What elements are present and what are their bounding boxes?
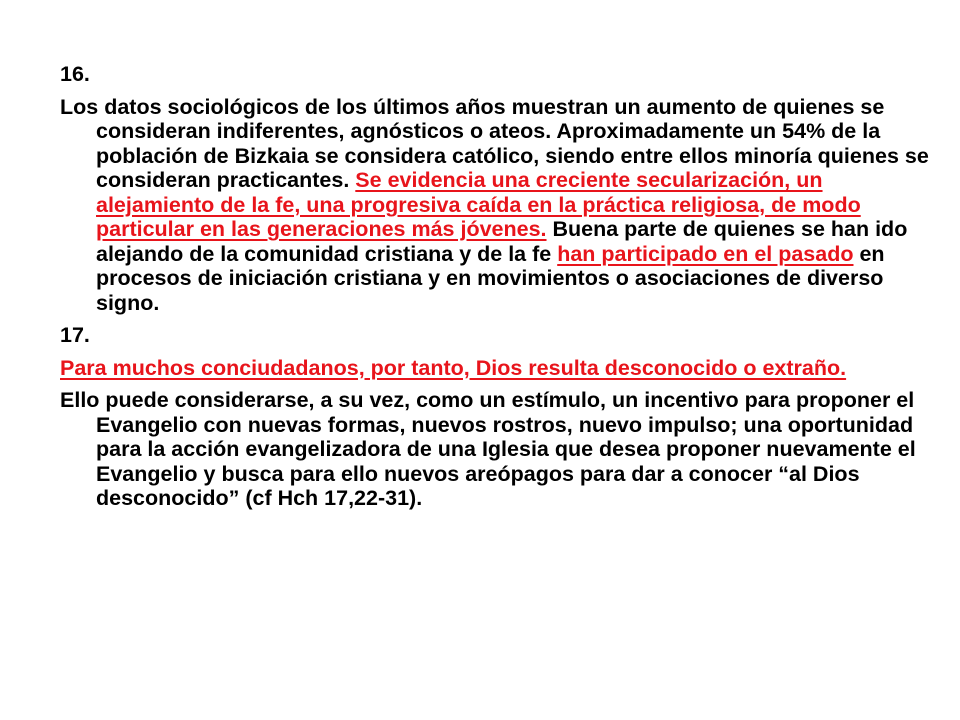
paragraph-16 <box>60 95 938 316</box>
highlight-god-unknown: Para muchos conciudadanos, por tanto, Dios resulta desconocido o extraño. <box>60 355 847 380</box>
highlight-past-participation: han participado en el pasado <box>557 241 854 266</box>
highlight-secularization: Se evidencia una creciente secularización, un alejamiento de la fe, una progresiva caída en la práctica religiosa, de modo particular en las generaciones más jóvenes. <box>96 168 861 241</box>
paragraph-17: Ello puede considerarse, a su vez, como un estímulo, un incentivo para proponer el Evangelio con nuevas formas, nuevos rostros, nuevo impulso; una oportunidad para la acción evangelizadora de una Iglesia que desea proponer nuevamente el Evangelio y busca para ello nuevos areópagos para dar a conocer “al Dios desconocido” (cf Hch 17,22-31). <box>60 388 916 510</box>
paragraph-16-text-3: en procesos de iniciación cristiana y en movimientos o asociaciones de diverso signo. <box>96 241 885 315</box>
section-number-16: 16. <box>60 62 90 86</box>
section-number-17: 17. <box>60 323 90 347</box>
slide-content <box>60 62 938 519</box>
paragraph-17-highlight <box>60 356 938 381</box>
paragraph-16-text-1: Los datos sociológicos de los últimos años muestran un aumento de quienes se consideran indiferentes, agnósticos o ateos. Aproximadamente un 54% de la población de Bizkaia se considera católico, siendo entre ellos minoría quienes se consideran practicantes. <box>60 94 929 192</box>
paragraph-16-text-2: Buena parte de quienes se han ido alejando de la comunidad cristiana y de la fe <box>96 217 908 266</box>
